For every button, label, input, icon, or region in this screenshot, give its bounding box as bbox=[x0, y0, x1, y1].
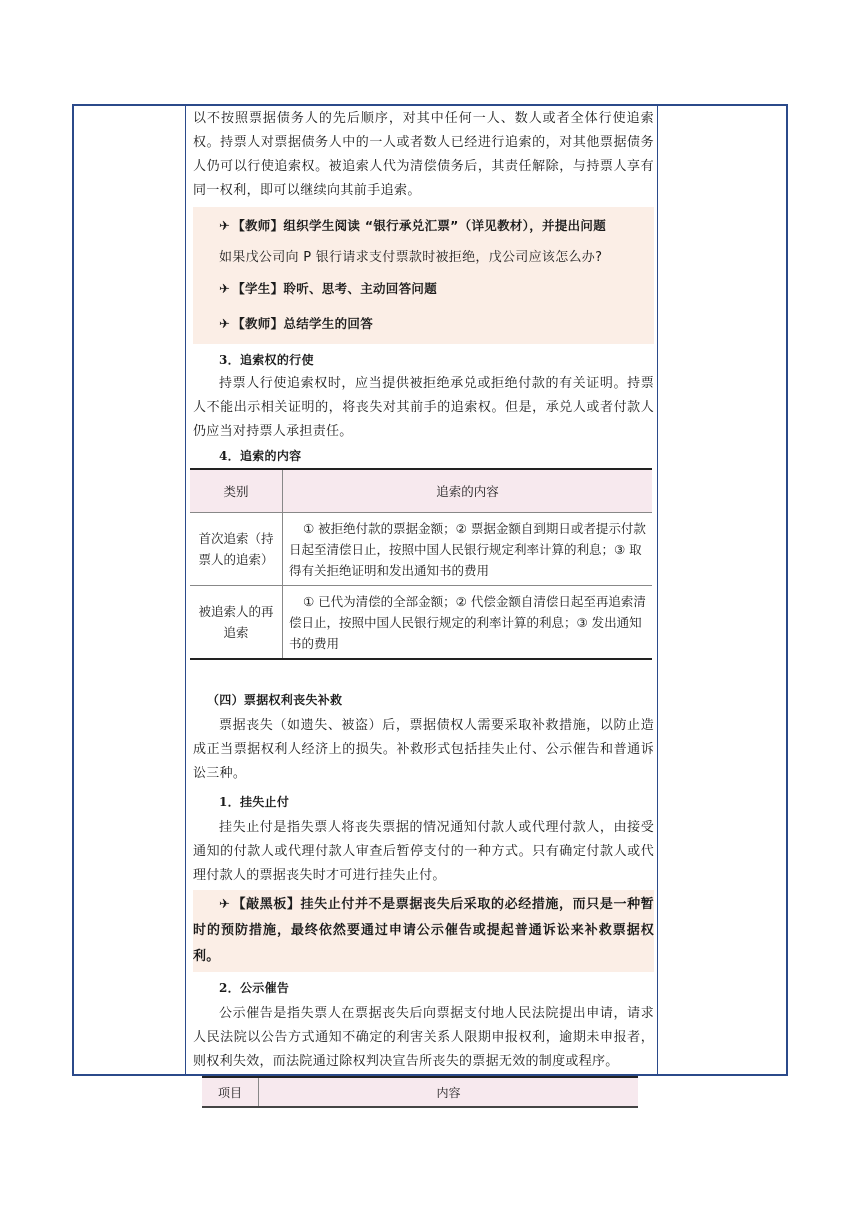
heading-stop-payment: 1．挂失止付 bbox=[219, 795, 290, 809]
teacher-activity-box bbox=[193, 207, 654, 344]
table-header-cell: 追索的内容 bbox=[283, 469, 653, 513]
heading-public-notice: 2．公示催告 bbox=[219, 981, 290, 995]
paragraph-exercise: 持票人行使追索权时，应当提供被拒绝承兑或拒绝付款的有关证明。持票人不能出示相关证明的，将丧失对其前手的追索权。但是，承兑人或者付款人仍应当对持票人承担责任。 bbox=[193, 376, 654, 439]
table-header-cell: 项目 bbox=[202, 1077, 259, 1107]
table-header-row bbox=[202, 1077, 638, 1107]
section-heading-remedy: （四）票据权利丧失补救 bbox=[207, 693, 343, 707]
teacher-question: 如果戊公司向 P 银行请求支付票款时被拒绝，戊公司应该怎么办? bbox=[219, 250, 603, 265]
key-point-text: ✈ 【敲黑板】挂失止付并不是票据丧失后采取的必经措施，而只是一种暂时的预防措施，最终依然要通过申请公示催告或提起普通诉讼来补救票据权利。 bbox=[193, 897, 654, 964]
table-header-row bbox=[190, 469, 652, 513]
public-notice-table bbox=[202, 1076, 638, 1108]
paragraph-remedy: 票据丧失（如遗失、被盗）后，票据债权人需要采取补救措施，以防止造成正当票据权利人经济上的损失。补救形式包括挂失止付、公示催告和普通诉讼三种。 bbox=[193, 718, 654, 781]
paragraph-stop-payment: 挂失止付是指失票人将丧失票据的情况通知付款人或代理付款人，由接受通知的付款人或代理付款人审查后暂停支付的一种方式。只有确定付款人或代理付款人的票据丧失时才可进行挂失止付。 bbox=[193, 820, 654, 883]
heading-exercise: 3．追索权的行使 bbox=[219, 353, 314, 367]
table-cell-content: ① 已代为清偿的全部金额；② 代偿金额自清偿日起至再追索清偿日止，按照中国人民银行规定的利率计算的利息；③ 发出通知书的费用 bbox=[289, 593, 646, 651]
paragraph-public-notice: 公示催告是指失票人在票据丧失后向票据支付地人民法院提出申请，请求人民法院以公告方式通知不确定的利害关系人限期申报权利，逾期未申报者，则权利失效，而法院通过除权判决宣告所丧失的票据无效的制度或程序。 bbox=[193, 1006, 654, 1069]
table-cell-type: 被追索人的再追索 bbox=[190, 586, 283, 660]
key-point-box bbox=[193, 890, 654, 972]
table-row bbox=[190, 513, 652, 586]
table-header-cell: 内容 bbox=[259, 1077, 639, 1107]
airplane-icon: ✈ bbox=[219, 282, 231, 297]
table-cell-content: ① 被拒绝付款的票据金额；② 票据金额自到期日或者提示付款日起至清偿日止，按照中国人民银行规定利率计算的利息；③ 取得有关拒绝证明和发出通知书的费用 bbox=[283, 513, 653, 586]
table-cell-type: 首次追索（持票人的追索） bbox=[190, 513, 283, 586]
student-response: ✈ 【学生】聆听、思考、主动回答问题 bbox=[219, 281, 438, 297]
table-row bbox=[190, 586, 652, 660]
main-content bbox=[186, 106, 658, 1108]
paragraph-recourse-order: 以不按照票据债务人的先后顺序，对其中任何一人、数人或者全体行使追索权。持票人对票据债务人中的一人或者数人已经进行追索的，对其他票据债务人仍可以行使追索权。被追索人代为清偿债务后，其责任解除，与持票人享有同一权利，即可以继续向其前手追索。 bbox=[193, 111, 654, 198]
airplane-icon: ✈ bbox=[219, 317, 231, 332]
teacher-summary: ✈ 【教师】总结学生的回答 bbox=[219, 316, 374, 332]
page-frame bbox=[72, 104, 788, 1100]
table-header-cell: 类别 bbox=[190, 469, 283, 513]
teacher-instruction: ✈ 【教师】组织学生阅读 “银行承兑汇票”（详见教材），并提出问题 bbox=[219, 218, 607, 234]
airplane-icon: ✈ bbox=[219, 219, 231, 234]
heading-content: 4．追索的内容 bbox=[219, 449, 302, 463]
recourse-content-table bbox=[190, 468, 652, 660]
airplane-icon: ✈ bbox=[219, 897, 231, 912]
